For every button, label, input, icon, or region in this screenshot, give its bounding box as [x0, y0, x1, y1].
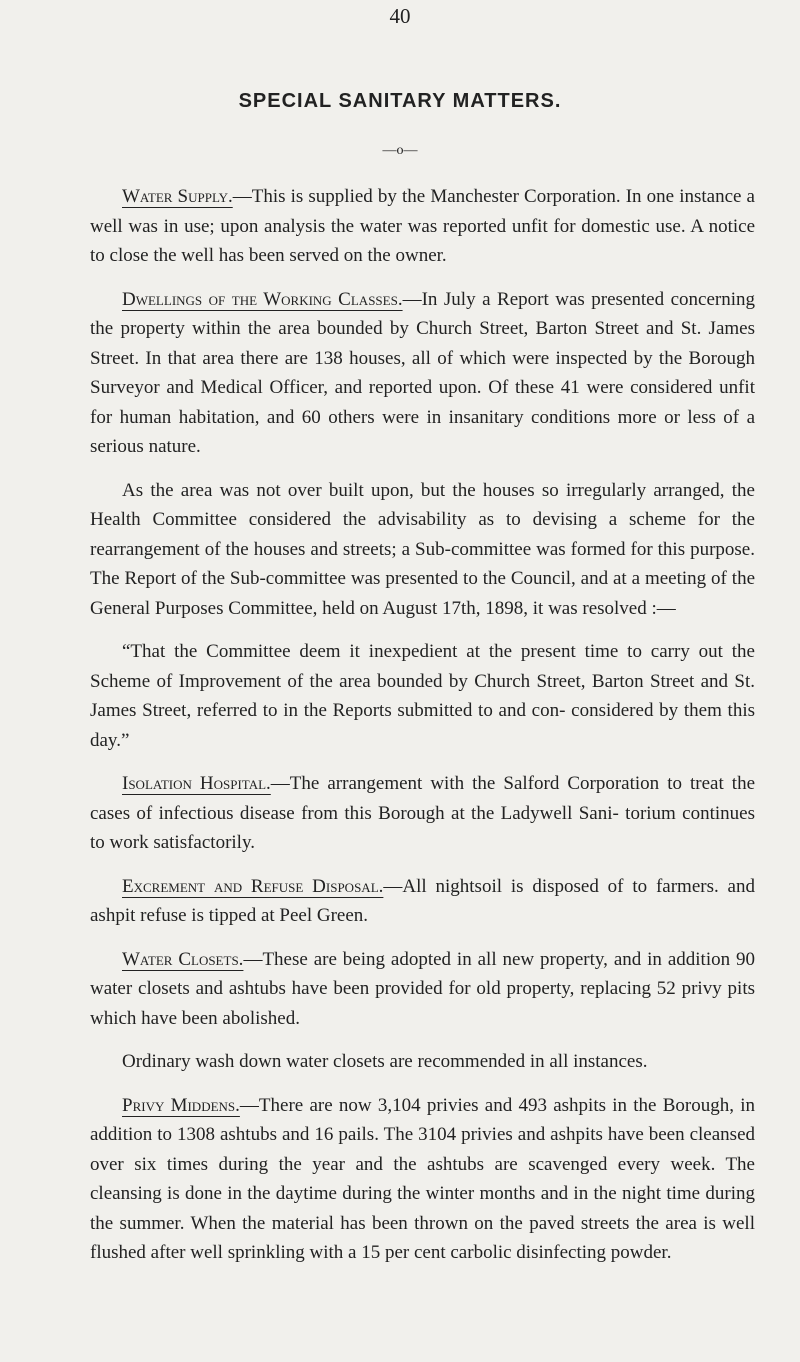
paragraph-dwellings-scheme: As the area was not over built upon, but the houses so irregularly arranged, the Health Committee considered the advisability as to devising a scheme for the rearrangement of the houses and streets; a Sub-committee was formed for this purpose. The Report of the Sub-committee was presented to the Council, and at a meeting of the General Purposes Committee, held on August 17th, 1898, it was resolved :— — [90, 479, 755, 619]
text-isolation-hospital: —The arrangement with the Salford Corporation to treat the cases of infectious disease from this Borough at the Ladywell Sani- torium continues to work satisfactorily. — [90, 773, 755, 853]
section-divider: —o— — [382, 143, 418, 158]
paragraph-excrement-refuse — [90, 872, 755, 931]
page-number: 40 — [389, 4, 411, 28]
text-water-supply: —This is supplied by the Manchester Corporation. In one instance a well was in use; upon analysis the water was reported unfit for domestic use. A notice to close the well has been served on the owner. — [90, 186, 755, 266]
heading-dwellings: Dwellings of the Working Classes. — [122, 288, 403, 310]
paragraph-isolation-hospital — [90, 769, 755, 858]
heading-privy-middens: Privy Middens. — [122, 1094, 240, 1116]
paragraph-privy-middens — [90, 1091, 755, 1268]
heading-excrement-refuse: Excrement and Refuse Disposal. — [122, 875, 384, 897]
text-dwellings: —In July a Report was presented concerning the property within the area bounded by Church Street, Barton Street and St. James Street. In that area there are 138 houses, all of which were inspected by the Borough Surveyor and Medical Officer, and reported upon. Of these 41 were considered unfit for human habitation, and 60 others were in insanitary conditions more or less of a serious nature. — [90, 288, 755, 457]
heading-isolation-hospital: Isolation Hospital. — [122, 773, 271, 794]
paragraph-water-closets — [90, 945, 755, 1034]
text-privy-middens: —There are now 3,104 privies and 493 ashpits in the Borough, in addition to 1308 ashtubs and 16 pails. The 3104 privies and ashpits have been cleansed over six times during the year and the ashtubs are scavenged every week. The cleansing is done in the daytime during the winter months and in the night time during the summer. When the material has been thrown on the paved streets the area is well flushed after well sprinkling with a 15 per cent carbolic disinfecting powder. — [90, 1094, 755, 1263]
resolution-quote: “That the Committee deem it inexpedient at the present time to carry out the Scheme of Improvement of the area bounded by Church Street, Barton Street and St. James Street, referred to in the Reports submitted to and con- considered by them this day.” — [90, 641, 755, 751]
paragraph-water-closets-recommendation: Ordinary wash down water closets are recommended in all instances. — [122, 1051, 648, 1072]
paragraph-water-supply — [90, 182, 755, 271]
heading-water-closets: Water Closets. — [122, 948, 244, 970]
paragraph-dwellings — [90, 285, 755, 462]
page-title: SPECIAL SANITARY MATTERS. — [238, 90, 562, 112]
heading-water-supply: Water Supply. — [122, 186, 233, 207]
text-excrement-refuse: —All nightsoil is disposed of to farmers. and ashpit refuse is tipped at Peel Green. — [90, 875, 755, 926]
text-water-closets: —These are being adopted in all new property, and in addition 90 water closets and ashtubs have been provided for old property, replacing 52 privy pits which have been abolished. — [90, 948, 755, 1029]
document-body — [90, 182, 755, 1282]
